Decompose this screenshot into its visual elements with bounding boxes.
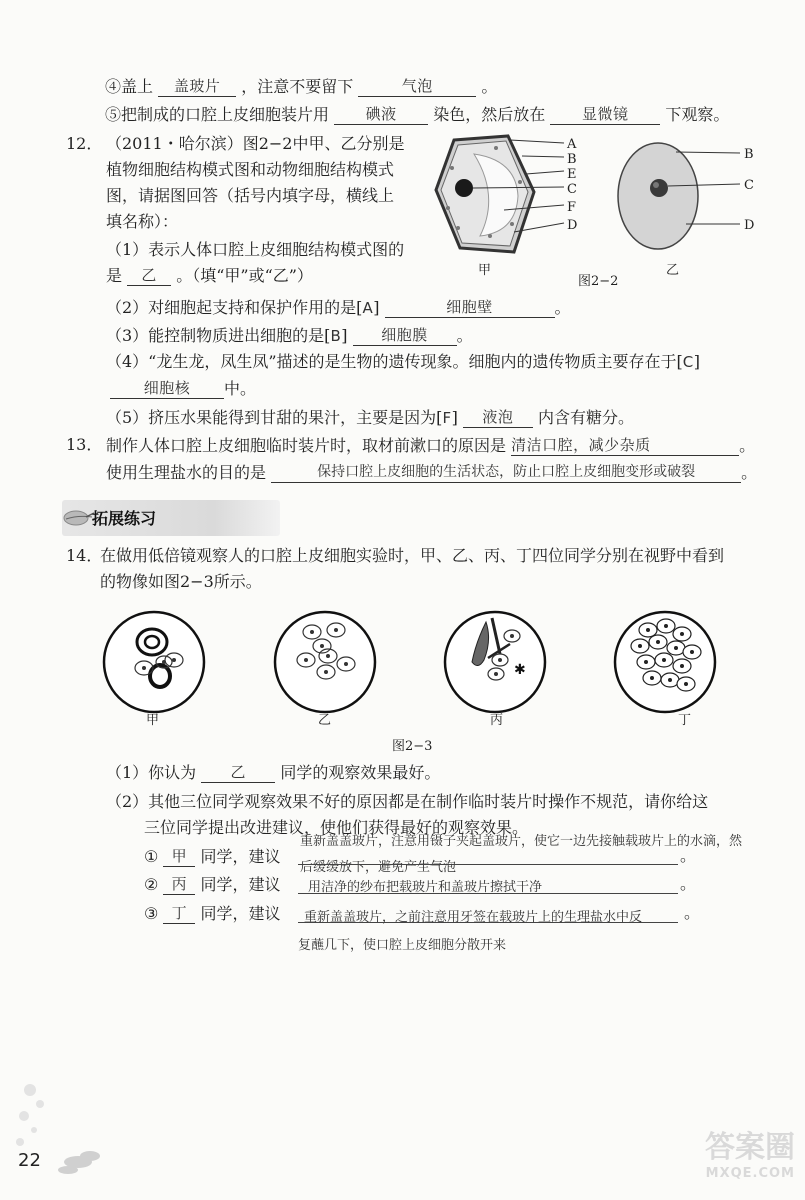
animal-caption: 乙 xyxy=(666,263,680,278)
animal-label-b: B xyxy=(744,147,754,162)
q14-part1-answer: 乙 xyxy=(201,762,275,783)
q12-part5-letter: F xyxy=(442,409,452,427)
q13-line1-end: 。 xyxy=(739,436,756,455)
q14-s3-mid: 同学，建议 xyxy=(200,904,281,923)
q13-number: 13． xyxy=(66,435,103,454)
q12-part5-text: （5）挤压水果能得到甘甜的果汁，主要是因为[ xyxy=(106,408,443,427)
q14-s1-mid: 同学，建议 xyxy=(200,847,281,866)
caption-ding: 丁 xyxy=(678,713,692,728)
q14-part1 xyxy=(106,762,440,783)
plant-label-b: B xyxy=(567,152,577,167)
q14-s1-who: 甲 xyxy=(163,846,195,867)
q13-line1 xyxy=(106,435,755,456)
q11-step5-end: 下观察。 xyxy=(665,105,730,124)
plant-cell-nucleus xyxy=(455,179,473,197)
q12-part5: （5）挤压水果能得到甘甜的果汁，主要是因为[F] 液泡 内含有糖分。 xyxy=(106,408,635,427)
q13-line2 xyxy=(106,462,757,483)
caption-bing: 丙 xyxy=(490,713,504,728)
q14-s2-num: ② xyxy=(144,875,159,894)
q14-s2-underline xyxy=(298,893,678,894)
q14-s1-answer-b: 后缓缓放下，避免产生气泡 xyxy=(300,860,457,875)
animal-label-c: C xyxy=(744,178,754,193)
q12-part1-answer: 乙 xyxy=(127,265,171,286)
view-jia xyxy=(104,612,204,712)
q12-stem-line1: （2011・哈尔滨）图2−2中甲、乙分别是 xyxy=(106,134,405,153)
watermark-logo: 答案圈 xyxy=(705,1130,795,1165)
q12-part3-answer: 细胞膜 xyxy=(353,325,457,346)
q13-line2-text: 使用生理盐水的目的是 xyxy=(106,463,267,482)
animal-cell-figure xyxy=(578,132,776,290)
q11-step4-answer2: 气泡 xyxy=(358,76,476,97)
page-number: 22 xyxy=(18,1150,41,1171)
q14-part1-text: （1）你认为 xyxy=(106,763,197,782)
q12-part3-letter: B xyxy=(330,327,342,345)
view-ding xyxy=(615,612,715,712)
q14-s3-who: 丁 xyxy=(163,903,195,924)
q14-s3-answer-b: 复蘸几下，使口腔上皮细胞分散开来 xyxy=(298,938,507,953)
q12-part1-line1: （1）表示人体口腔上皮细胞结构模式图的 xyxy=(106,240,405,259)
q12-part3-text: （3）能控制物质进出细胞的是[ xyxy=(106,326,331,345)
q12-part2: （2）对细胞起支持和保护作用的是[A] 细胞壁 。 xyxy=(106,298,571,317)
q14-part1-end: 同学的观察效果最好。 xyxy=(280,763,441,782)
q11-step4-end: 。 xyxy=(481,77,498,96)
view-bing xyxy=(445,612,545,712)
plant-label-c: C xyxy=(567,182,577,197)
q13-line2-answer: 保持口腔上皮细胞的生活状态，防止口腔上皮细胞变形或破裂 xyxy=(271,462,741,483)
q12-part1-end: 。（填“甲”或“乙”） xyxy=(176,266,313,285)
q11-step4-prefix: ④盖上 xyxy=(105,77,154,96)
q11-step5-mid: 染色，然后放在 xyxy=(433,105,546,124)
q14-number: 14． xyxy=(66,546,103,565)
q12-part4: （4）“龙生龙，凤生凤”描述的是生物的遗传现象。细胞内的遗传物质主要存在于[C] xyxy=(106,352,701,371)
caption-jia: 甲 xyxy=(146,713,160,728)
plant-caption: 甲 xyxy=(478,263,492,278)
plant-cell-figure xyxy=(430,132,602,290)
animal-cell-nucleus xyxy=(650,179,668,197)
view-yi xyxy=(275,612,375,712)
q14-s2 xyxy=(144,874,281,895)
animal-label-d: D xyxy=(744,218,755,233)
q14-s3-num: ③ xyxy=(144,904,159,923)
figure-2-2-title: 图2−2 xyxy=(578,274,619,289)
q12-part5-answer: 液泡 xyxy=(463,407,533,428)
q12-part4-line2 xyxy=(110,378,256,399)
q14-s1-num: ① xyxy=(144,847,159,866)
q14-s3-answer-a: 重新盖盖玻片，之前注意用牙签在载玻片上的生理盐水中反 xyxy=(304,910,643,925)
caption-yi: 乙 xyxy=(318,713,332,728)
q14-stem-line2: 的物像如图2−3所示。 xyxy=(100,572,262,591)
q12-stem-line2: 植物细胞结构模式图和动物细胞结构模式 xyxy=(106,160,395,179)
q14-s2-answer: 用洁净的纱布把载玻片和盖玻片擦拭干净 xyxy=(308,880,543,895)
figure-2-3 xyxy=(100,600,740,760)
q14-s1-underline xyxy=(298,864,678,865)
q14-part2-line1: （2）其他三位同学观察效果不好的原因都是在制作临时装片时操作不规范，请你给这 xyxy=(106,792,709,811)
q12-part4-end: 中。 xyxy=(224,379,257,398)
q14-s3 xyxy=(144,903,281,924)
q11-step5 xyxy=(105,104,729,125)
q13-line2-end: 。 xyxy=(741,463,758,482)
q12-number: 12． xyxy=(66,134,103,153)
q12-part4-text: （4）“龙生龙，凤生凤”描述的是生物的遗传现象。细胞内的遗传物质主要存在于[ xyxy=(106,352,683,371)
q14-s3-underline xyxy=(298,922,678,923)
section-title: 拓展练习 xyxy=(92,509,157,528)
q14-s3-end: 。 xyxy=(684,903,701,922)
q14-s1-answer-a: 重新盖盖玻片，注意用镊子夹起盖玻片，使它一边先接触载玻片上的水滴，然 xyxy=(300,834,743,849)
plant-label-a: A xyxy=(567,137,577,152)
q12-part4-answer: 细胞核 xyxy=(110,378,224,399)
q11-step5-answer1: 碘液 xyxy=(334,104,428,125)
section-leaf-icon xyxy=(62,505,96,529)
plant-label-d: D xyxy=(567,218,578,233)
q12-part1-line2 xyxy=(106,265,313,286)
q12-part3: （3）能控制物质进出细胞的是[B] 细胞膜 。 xyxy=(106,326,473,345)
q14-stem-line1: 在做用低倍镜观察人的口腔上皮细胞实验时，甲、乙、丙、丁四位同学分别在视野中看到 xyxy=(100,546,725,565)
q13-line1-text: 制作人体口腔上皮细胞临时装片时，取材前漱口的原因是 xyxy=(106,436,507,455)
plant-label-f: F xyxy=(567,200,577,215)
plant-label-e: E xyxy=(567,167,577,182)
q12-part2-text: （2）对细胞起支持和保护作用的是[ xyxy=(106,298,363,317)
q11-step4-mid: ，注意不要留下 xyxy=(241,77,354,96)
q14-s2-mid: 同学，建议 xyxy=(200,875,281,894)
q14-s1 xyxy=(144,846,281,867)
q14-part2-line2: 三位同学提出改进建议，使他们获得最好的观察效果。 xyxy=(144,818,529,837)
q12-part1-prefix: 是 xyxy=(106,266,123,285)
q11-step5-prefix: ⑤把制成的口腔上皮细胞装片用 xyxy=(105,105,330,124)
q11-step4 xyxy=(105,76,497,97)
q14-s1-end: 。 xyxy=(680,846,697,865)
watermark xyxy=(655,1130,795,1181)
q11-step5-answer2: 显微镜 xyxy=(550,104,660,125)
q12-part5-end: 内含有糖分。 xyxy=(538,408,635,427)
figure-2-3-title: 图2−3 xyxy=(392,739,433,754)
svg-text:✱: ✱ xyxy=(514,662,526,678)
q12-part4-letter: C xyxy=(682,353,694,371)
q12-stem-line4: 填名称）： xyxy=(106,212,179,231)
q14-s2-who: 丙 xyxy=(163,874,195,895)
watermark-url: MXQE.COM xyxy=(705,1166,795,1181)
q13-line1-answer: 清洁口腔，减少杂质 xyxy=(511,435,739,456)
q12-part2-letter: A xyxy=(362,299,374,317)
q12-part2-answer: 细胞壁 xyxy=(385,297,555,318)
q11-step4-answer1: 盖玻片 xyxy=(158,76,236,97)
q12-stem-line3: 图，请据图回答（括号内填字母，横线上 xyxy=(106,186,395,205)
q14-s2-end: 。 xyxy=(680,874,697,893)
